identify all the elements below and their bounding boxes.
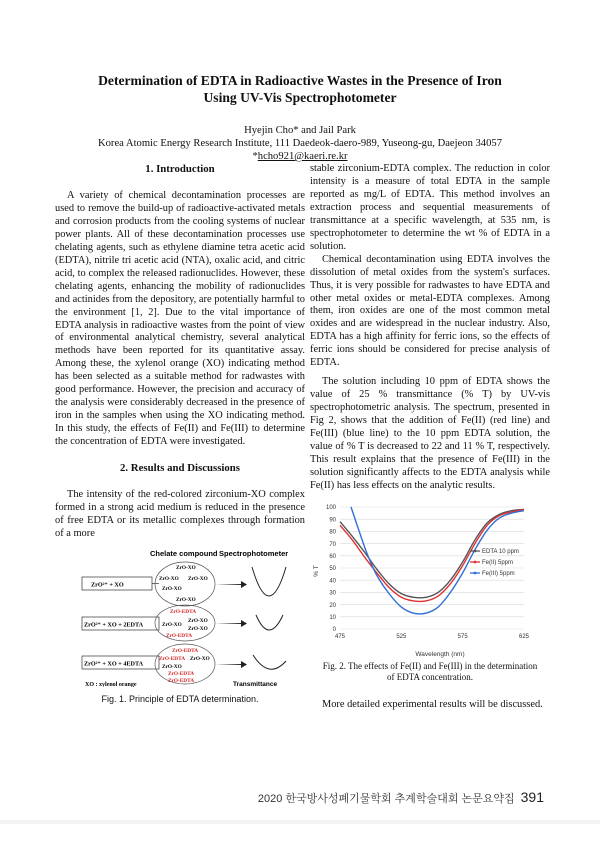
email-line bbox=[20, 150, 580, 163]
chart-y-ticks bbox=[326, 505, 337, 633]
row1-label: ZrO²⁺ + XO bbox=[91, 581, 124, 589]
chart-legend bbox=[470, 549, 519, 577]
email-prefix: * bbox=[252, 151, 258, 162]
y-tick-label-10: 100 bbox=[325, 505, 336, 512]
right-paragraph-1: stable zirconium-EDTA complex. The reduction in color intensity is a measure of total EDTA in the sample reported as mg/L of EDTA. This method involves an extraction process and sequential measurements of transmittance at a specific wavelength, at 535 nm, is spectrophotometer to determine the wt % of EDTA in a solution. bbox=[310, 163, 550, 252]
row3-zredta-2: ZrO-EDTA bbox=[159, 655, 186, 662]
page-number: 391 bbox=[520, 789, 544, 805]
legend-label-0: EDTA 10 ppm bbox=[482, 549, 519, 556]
intro-paragraph: A variety of chemical decontamination processes are used to remove the build-up of radioactive-activated metals and corrosion products from the cooling systems of nuclear power plants. All of these decontamination processes use chelating agents, such as ethylene diamine tetra acetic acid (EDTA), nitrile tri acetic acid (NTA), oxalic acid, and citric acid, to complex the released radionuclides. However, these chelating agents, enhancing the mobility of radionuclides and actinides from the depository, are potentially harmful to the environment [1, 2]. Due to the vital importance of EDTA analysis in radioactive wastes from the point of view of environmental analytical chemistry, several analytical methods have been reported for its quantitative assay. Among these, the xylenol orange (XO) indicating method has been selected as a suitable method for radwastes with good performance. However, the precision and accuracy of the analysis were considerably decreased in the presence of iron in the samples when using the XO indicating method. In this study, the effects of Fe(II) and Fe(III) to determine the concentration of EDTA were investigated. bbox=[55, 190, 305, 448]
legend-marker-0 bbox=[474, 549, 477, 552]
legend-label-1: Fe(II) 5ppm bbox=[482, 560, 514, 567]
row1-arrow-out bbox=[215, 581, 247, 588]
y-tick-label-5: 50 bbox=[329, 566, 336, 573]
title-line-1: Determination of EDTA in Radioactive Wastes in the Presence of Iron bbox=[98, 73, 502, 88]
y-tick-label-4: 40 bbox=[329, 578, 336, 585]
x-tick-label-1: 525 bbox=[396, 633, 407, 640]
y-tick-label-1: 10 bbox=[329, 614, 336, 621]
right-paragraph-2: Chemical decontamination using EDTA involves the dissolution of metal oxides from the system's surfaces. Thus, it is very possible for radwastes to have EDTA and other metal oxides or metal-EDTA complexes. Among them, iron oxides are one of the most common metal oxides and are widespread in the nuclear industry. Also, EDTA has a high affinity for ferric ions, so the effects of ferric ions should be considered for precise analysis of EDTA. bbox=[310, 253, 550, 369]
row3-zredta-4: ZrO-EDTA bbox=[168, 677, 195, 684]
xo-note: XO : xylenol orange bbox=[85, 681, 137, 687]
page-footer bbox=[258, 789, 544, 806]
fig1-header-left: Chelate compound bbox=[150, 548, 218, 558]
row1-zrxo-3: ZrO-XO bbox=[188, 575, 208, 582]
y-tick-label-7: 70 bbox=[329, 541, 336, 548]
y-tick-label-6: 60 bbox=[329, 553, 336, 560]
transmittance-label: Transmittance bbox=[233, 680, 278, 687]
row2-spectrum bbox=[256, 615, 283, 630]
row2-zrxo-3: ZrO-XO bbox=[188, 625, 208, 632]
figure-2-caption bbox=[310, 661, 550, 683]
row1-zrxo-4: ZrO-XO bbox=[162, 585, 182, 592]
intro-heading: 1. Introduction bbox=[145, 163, 215, 175]
paper-title bbox=[40, 72, 560, 106]
figure-2-caption-line-2: of EDTA concentration. bbox=[386, 671, 473, 682]
figure-1 bbox=[55, 547, 305, 717]
row2-arrow-out bbox=[215, 620, 247, 627]
y-tick-label-3: 30 bbox=[329, 590, 336, 597]
author-block bbox=[20, 124, 580, 163]
legend-marker-1 bbox=[474, 560, 477, 563]
right-column bbox=[310, 163, 550, 712]
y-tick-label-9: 90 bbox=[329, 517, 336, 524]
email-link[interactable]: hcho921@kaeri.re.kr bbox=[257, 151, 348, 162]
row3-zredta-3: ZrO-EDTA bbox=[168, 670, 195, 677]
row3-spectrum bbox=[253, 655, 286, 669]
row3-zredta-1: ZrO-EDTA bbox=[172, 647, 199, 654]
x-tick-label-2: 575 bbox=[457, 633, 468, 640]
authors: Hyejin Cho* and Jail Park bbox=[244, 125, 356, 136]
row2-zredta-2: ZrO-EDTA bbox=[166, 632, 193, 639]
row2-zrxo-1: ZrO-XO bbox=[188, 617, 208, 624]
row2-zrxo-2: ZrO-XO bbox=[162, 621, 182, 628]
figure-1-caption: Fig. 1. Principle of EDTA determination. bbox=[101, 693, 259, 704]
x-tick-label-0: 475 bbox=[334, 633, 346, 640]
y-tick-label-8: 80 bbox=[329, 529, 336, 536]
figure-1-diagram bbox=[55, 547, 305, 687]
x-tick-label-3: 625 bbox=[518, 633, 530, 640]
footer-journal: 2020 한국방사성폐기물학회 추계학술대회 논문요약집 bbox=[257, 793, 515, 805]
title-line-2: Using UV-Vis Spectrophotometer bbox=[203, 90, 397, 105]
x-axis-label: Wavelength (nm) bbox=[415, 650, 465, 658]
chart-x-ticks bbox=[335, 634, 530, 640]
legend-marker-2 bbox=[474, 571, 477, 574]
row2-label: ZrO²⁺ + XO + 2EDTA bbox=[84, 621, 144, 629]
footer-band bbox=[0, 820, 600, 824]
legend-label-2: Fe(III) 5ppm bbox=[482, 571, 515, 578]
fig1-header-right: Spectrophotometer bbox=[219, 548, 289, 558]
row3-arrow-out bbox=[215, 661, 247, 668]
row1-zrxo-5: ZrO-XO bbox=[176, 596, 196, 603]
left-column bbox=[55, 163, 305, 717]
row1-spectrum bbox=[252, 567, 286, 596]
figure-2 bbox=[312, 501, 537, 661]
results-heading: 2. Results and Discussions bbox=[120, 462, 240, 475]
figure-2-chart bbox=[312, 501, 537, 659]
right-paragraph-3: The solution including 10 ppm of EDTA shows the value of 25 % transmittance (% T) by UV-vis spectrophotometric analysis. The spectrum, presented in Fig 2, shows that the addition of Fe(II) (red line) and Fe(III) (blue line) to the 10 ppm EDTA solution, the value of % T is decreased to 22 and 11 % T, respectively. This result explains that the presence of Fe(III) in the solution significantly affects to the EDTA analysis while Fe(II) has less effects on the analytic results. bbox=[310, 376, 550, 491]
affiliation: Korea Atomic Energy Research Institute, 111 Daedeok-daero-989, Yuseong-gu, Daejeon 34057 bbox=[97, 138, 502, 149]
y-tick-label-0: 0 bbox=[332, 627, 336, 634]
y-tick-label-2: 20 bbox=[329, 602, 336, 609]
row3-label: ZrO²⁺ + XO + 4EDTA bbox=[84, 660, 144, 668]
figure-2-caption-line-1: Fig. 2. The effects of Fe(II) and Fe(III) in the determination bbox=[322, 660, 538, 671]
right-paragraph-4: More detailed experimental results will be discussed. bbox=[322, 698, 543, 710]
results-paragraph: The intensity of the red-colored zirconium-XO complex formed in a strong acid medium is reduced in the presence of free EDTA or its metallic complexes through formation of a more bbox=[55, 489, 305, 539]
row1-zrxo-1: ZrO-XO bbox=[176, 564, 196, 571]
y-axis-label: % T bbox=[313, 565, 320, 577]
row3-zrxo-2: ZrO-XO bbox=[162, 663, 182, 670]
row2-zredta-1: ZrO-EDTA bbox=[170, 608, 197, 615]
row3-zrxo-1: ZrO-XO bbox=[190, 655, 210, 662]
row1-zrxo-2: ZrO-XO bbox=[159, 575, 179, 582]
